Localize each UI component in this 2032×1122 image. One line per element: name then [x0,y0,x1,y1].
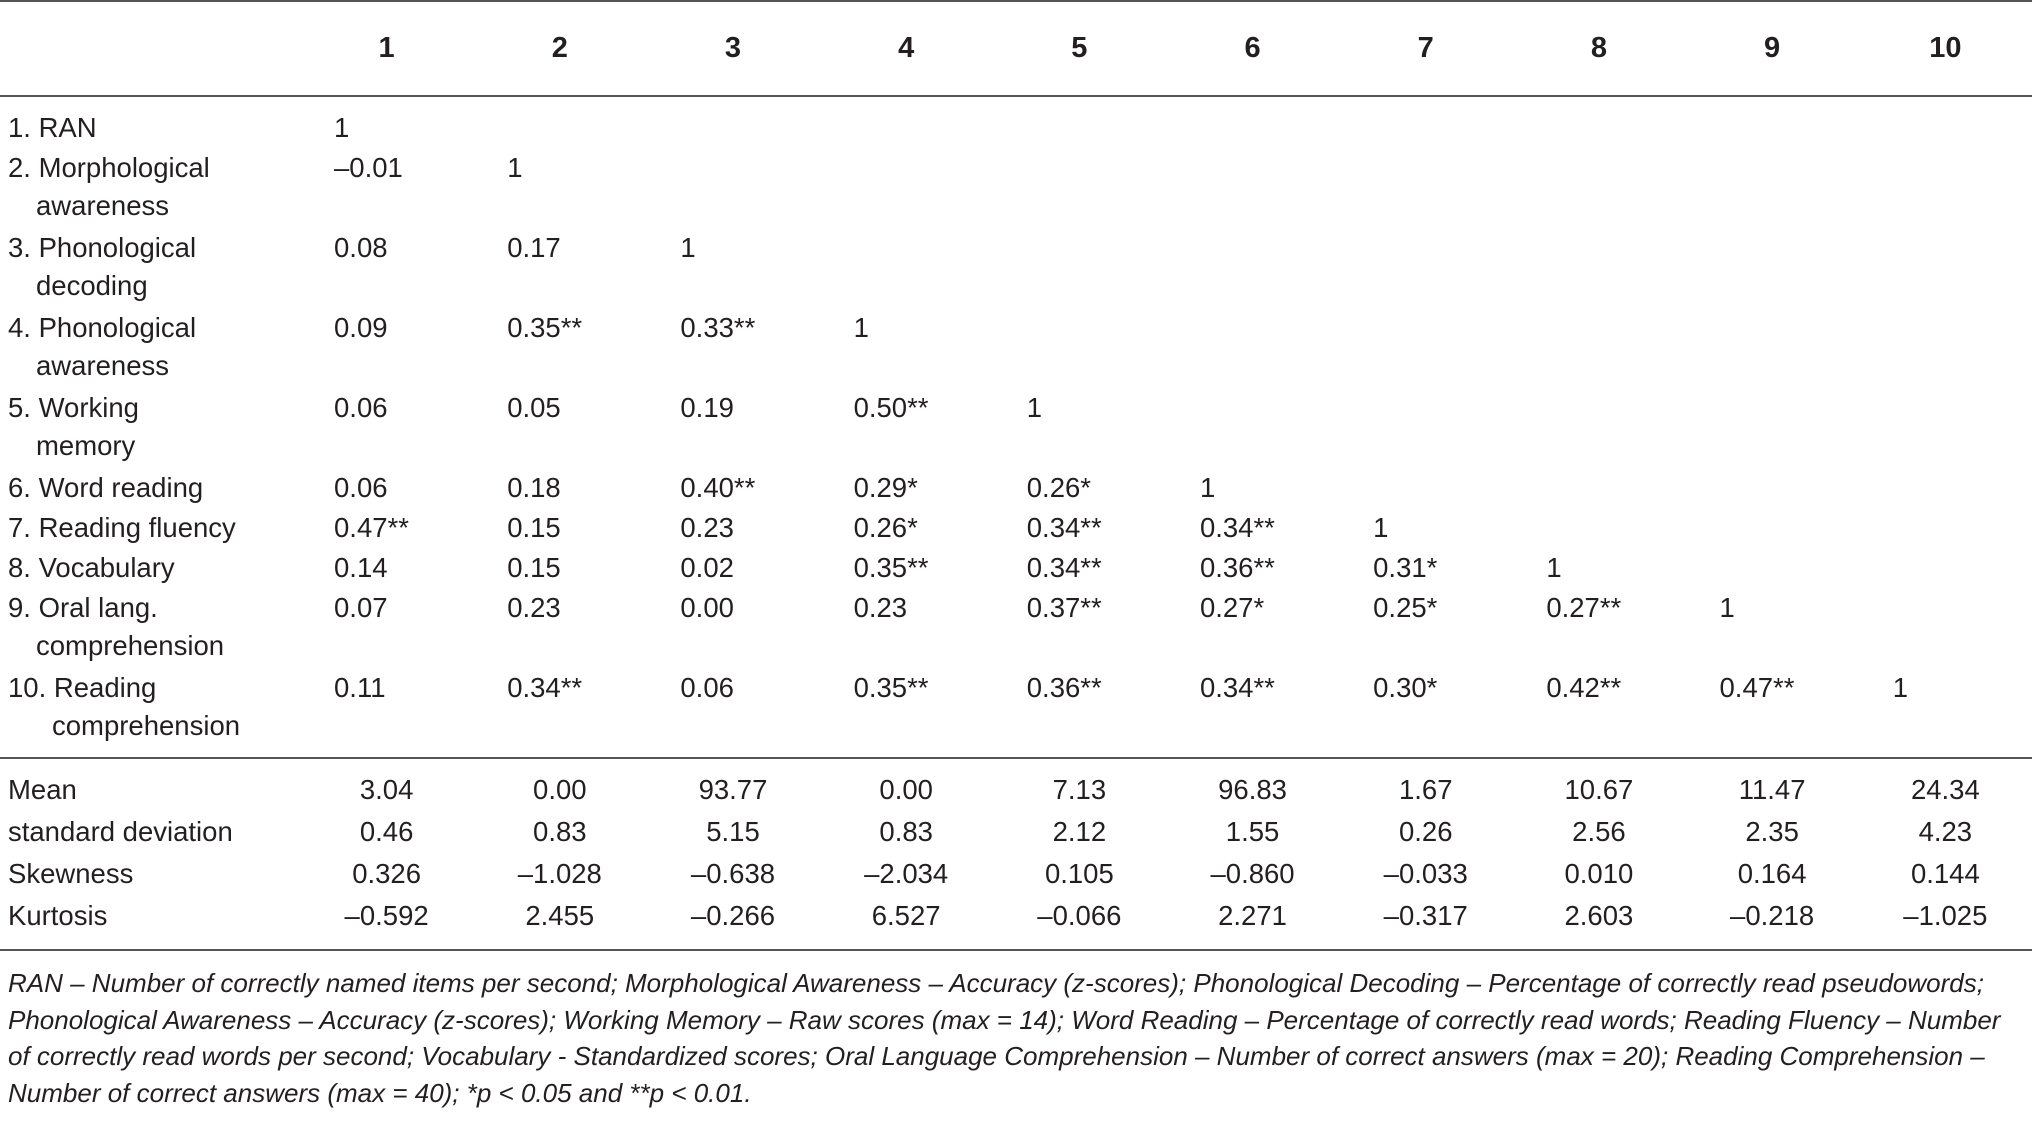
row-label-line: memory [36,430,136,461]
correlation-cell [1512,509,1685,549]
correlation-cell: 0.35** [853,672,929,703]
stats-cell: –0.317 [1383,900,1468,931]
correlation-cell: 1 [1719,592,1735,623]
correlation-cell: 1 [1546,552,1562,583]
stats-row [0,895,2032,950]
stats-cell: 2.12 [1052,816,1107,847]
table-row [0,469,2032,509]
correlation-cell [1512,469,1685,509]
correlation-cell: 0.34** [1199,512,1275,543]
correlation-cell: 0.35** [853,552,929,583]
row-label-line: 2. Morphological [8,152,210,183]
correlation-cell [1166,309,1339,389]
stats-cell: –0.033 [1383,858,1468,889]
correlation-cell [1686,509,1859,549]
correlation-cell [1686,149,1859,229]
row-label [0,96,300,149]
table-row [0,589,2032,669]
correlation-cell: 1 [334,112,350,143]
correlation-cell: 0.06 [680,672,734,703]
correlation-cell: 1 [1199,472,1216,503]
stats-cell: 0.83 [879,816,933,847]
correlation-cell [1339,389,1512,469]
correlation-cell: 0.29* [853,472,918,503]
correlation-cell [1859,509,2032,549]
correlation-cell [1512,389,1685,469]
row-label [0,229,300,309]
correlation-cell: 0.02 [680,552,734,583]
correlation-cell: 0.15 [507,512,561,543]
column-header: 9 [1764,32,1781,64]
correlation-cell: 0.50** [853,392,929,423]
correlation-cell: 0.30* [1373,672,1438,703]
stats-cell: 11.47 [1738,774,1806,805]
row-label [0,549,300,589]
row-label [0,509,300,549]
column-header: 4 [898,32,915,64]
correlation-cell: 0.34** [507,672,583,703]
table-row [0,389,2032,469]
row-label-line: awareness [36,350,169,381]
descriptive-stats-body [0,758,2032,950]
table-row [0,549,2032,589]
correlation-cell: 0.27* [1199,592,1265,623]
stats-cell: 1.67 [1398,774,1453,805]
correlation-cell [1339,309,1512,389]
stats-cell: –0.266 [690,900,776,931]
row-label-line: comprehension [52,710,241,741]
stats-cell: –0.066 [1037,900,1122,931]
column-header: 1 [378,32,395,64]
column-header: 10 [1929,32,1962,64]
correlation-cell [1512,309,1685,389]
correlation-cell: 0.47** [1719,672,1795,703]
correlation-cell: 1 [507,152,523,183]
stats-cell: –0.592 [344,900,429,931]
correlation-cell: 0.36** [1199,552,1275,583]
correlation-cell [820,96,993,149]
correlation-cell [1339,469,1512,509]
correlation-cell [1859,149,2032,229]
correlation-cell: 0.47** [334,512,409,543]
correlation-cell [1339,96,1512,149]
correlation-cell: 1 [1026,392,1043,423]
stats-cell: 6.527 [871,900,941,931]
stats-cell: 0.164 [1737,858,1807,889]
correlation-cell [1859,589,2032,669]
correlation-cell [1859,549,2032,589]
correlation-cell: 0.33** [680,312,756,343]
stats-cell: 10.67 [1564,774,1634,805]
row-label-line: awareness [36,190,169,221]
row-label-line: 5. Working [8,392,139,423]
row-label [0,469,300,509]
correlation-cell: 1 [853,312,869,343]
column-header: 6 [1244,32,1261,64]
table-row [0,309,2032,389]
correlation-cell: 0.35** [507,312,583,343]
stats-cell: 0.326 [352,858,422,889]
correlation-cell: 0.08 [334,232,388,263]
header-corner-cell [0,1,300,96]
correlation-cell [1166,149,1339,229]
stats-cell: 0.83 [533,816,587,847]
correlation-cell: 0.27** [1546,592,1622,623]
correlation-cell [646,149,819,229]
correlation-cell: 0.31* [1373,552,1438,583]
correlation-cell [1686,549,1859,589]
stats-cell: 93.77 [698,774,768,805]
row-label [0,589,300,669]
correlation-cell: 0.18 [507,472,561,503]
table-row [0,669,2032,758]
correlation-cell [1686,469,1859,509]
row-label [0,149,300,229]
correlation-cell: 0.37** [1026,592,1102,623]
stats-cell: 0.010 [1564,858,1634,889]
stats-label: Kurtosis [8,900,108,931]
correlation-cell: 1 [680,232,696,263]
correlation-cell: 0.34** [1026,552,1102,583]
table-row [0,229,2032,309]
correlation-cell: 0.00 [680,592,734,623]
table-row [0,149,2032,229]
row-label [0,389,300,469]
correlation-cell [993,149,1166,229]
stats-cell: 0.144 [1910,858,1980,889]
stats-cell: 0.46 [359,816,414,847]
correlation-cell [1166,96,1339,149]
correlation-cell: 0.26* [853,512,918,543]
row-label-line: 10. Reading [8,672,157,703]
column-header: 8 [1590,32,1607,64]
correlation-cell: 0.42** [1546,672,1622,703]
row-label-line: 3. Phonological [8,232,197,263]
correlation-cell [993,309,1166,389]
stats-cell: –2.034 [864,858,949,889]
stats-cell: –1.028 [517,858,602,889]
column-header: 3 [724,32,742,64]
row-label-line: 8. Vocabulary [8,552,175,583]
correlation-cell: 1 [1892,672,1908,703]
stats-cell: 7.13 [1052,774,1107,805]
correlation-cell [1859,309,2032,389]
stats-cell: 5.15 [706,816,760,847]
stats-cell: –0.860 [1210,858,1295,889]
stats-cell: –1.025 [1903,900,1988,931]
row-label [0,309,300,389]
stats-cell: 2.271 [1218,900,1287,931]
stats-row [0,811,2032,853]
correlation-cell [1686,389,1859,469]
correlation-cell: 0.23 [680,512,734,543]
stats-cell: 2.603 [1564,900,1634,931]
correlation-cell: 1 [1373,512,1389,543]
correlation-cell [993,96,1166,149]
correlation-cell: 0.17 [507,232,561,263]
correlation-cell [1686,309,1859,389]
stats-cell: 2.56 [1572,816,1626,847]
row-label-line: 6. Word reading [8,472,204,503]
correlation-cell [1512,96,1685,149]
correlation-cell: 0.15 [507,552,561,583]
correlation-cell [1512,229,1685,309]
correlation-cell [1686,229,1859,309]
correlation-cell: 0.26* [1026,472,1091,503]
correlation-body [0,96,2032,758]
stats-cell: 4.23 [1918,816,1973,847]
row-label-line: 9. Oral lang. [8,592,158,623]
correlation-cell: 0.19 [680,392,734,423]
row-label-line: decoding [36,270,148,301]
row-label [0,669,300,758]
correlation-cell: 0.14 [334,552,388,583]
correlation-cell [1859,96,2032,149]
correlation-cell: 0.34** [1199,672,1275,703]
row-label-line: 7. Reading fluency [8,512,236,543]
correlation-cell: 0.05 [507,392,561,423]
correlation-cell: 0.06 [334,472,388,503]
stats-cell: 1.55 [1225,816,1280,847]
correlation-cell: 0.07 [334,592,388,623]
correlation-cell: 0.36** [1026,672,1102,703]
correlation-cell [1166,389,1339,469]
correlation-cell [1859,229,2032,309]
stats-cell: 96.83 [1218,774,1287,805]
header-row [0,1,2032,96]
stats-cell: 2.455 [525,900,595,931]
correlation-cell [473,96,646,149]
stats-cell: 0.26 [1398,816,1453,847]
stats-cell: –0.638 [690,858,776,889]
row-label-line: 4. Phonological [8,312,197,343]
stats-cell: 24.34 [1910,774,1980,805]
correlation-cell: 0.34** [1026,512,1102,543]
stats-label: Mean [8,774,77,805]
column-header: 5 [1071,32,1088,64]
correlation-cell: 0.11 [334,672,386,703]
correlation-cell [646,96,819,149]
correlation-cell [1339,149,1512,229]
stats-cell: 3.04 [359,774,414,805]
table-footnote: RAN – Number of correctly named items per second; Morphological Awareness – Accuracy (z-scores); Phonological Decoding – Percentage of correctly read pseudowords; Phonological Awareness – Accuracy (z-scores); Working Memory – Raw scores (max = 14); Word Reading – Percentage of correctly read words; Reading Fluency – Number of correctly read words per second; Vocabulary - Standardized scores; Oral Language Comprehension – Number of correct answers (max = 20); Reading Comprehension – Number of correct answers (max = 40); *p < 0.05 and **p < 0.01. [8,968,2001,1108]
table-row [0,509,2032,549]
correlation-cell: 0.25* [1373,592,1438,623]
correlation-cell: 0.40** [680,472,756,503]
correlation-cell [1166,229,1339,309]
correlation-cell [1859,469,2032,509]
table-row [0,96,2032,149]
stats-cell: 2.35 [1745,816,1799,847]
stats-label: standard deviation [8,816,233,847]
column-header: 7 [1417,32,1434,64]
correlation-cell [820,149,993,229]
correlation-cell: –0.01 [334,152,403,183]
row-label-line: comprehension [36,630,225,661]
correlation-cell: 0.09 [334,312,388,343]
stats-cell: –0.218 [1730,900,1815,931]
stats-row [0,853,2032,895]
correlation-cell: 0.06 [334,392,388,423]
stats-cell: 0.00 [533,774,587,805]
correlation-cell [1339,229,1512,309]
column-header: 2 [551,32,568,64]
correlation-cell [1859,389,2032,469]
correlation-cell [1512,149,1685,229]
correlation-cell [1686,96,1859,149]
stats-cell: 0.00 [879,774,933,805]
correlation-cell: 0.23 [507,592,561,623]
row-label-line: 1. RAN [8,112,97,143]
correlation-cell [820,229,993,309]
correlation-cell [993,229,1166,309]
stats-label: Skewness [8,858,134,889]
correlation-cell: 0.23 [853,592,908,623]
stats-row [0,758,2032,811]
stats-cell: 0.105 [1044,858,1114,889]
table-header [0,1,2032,96]
